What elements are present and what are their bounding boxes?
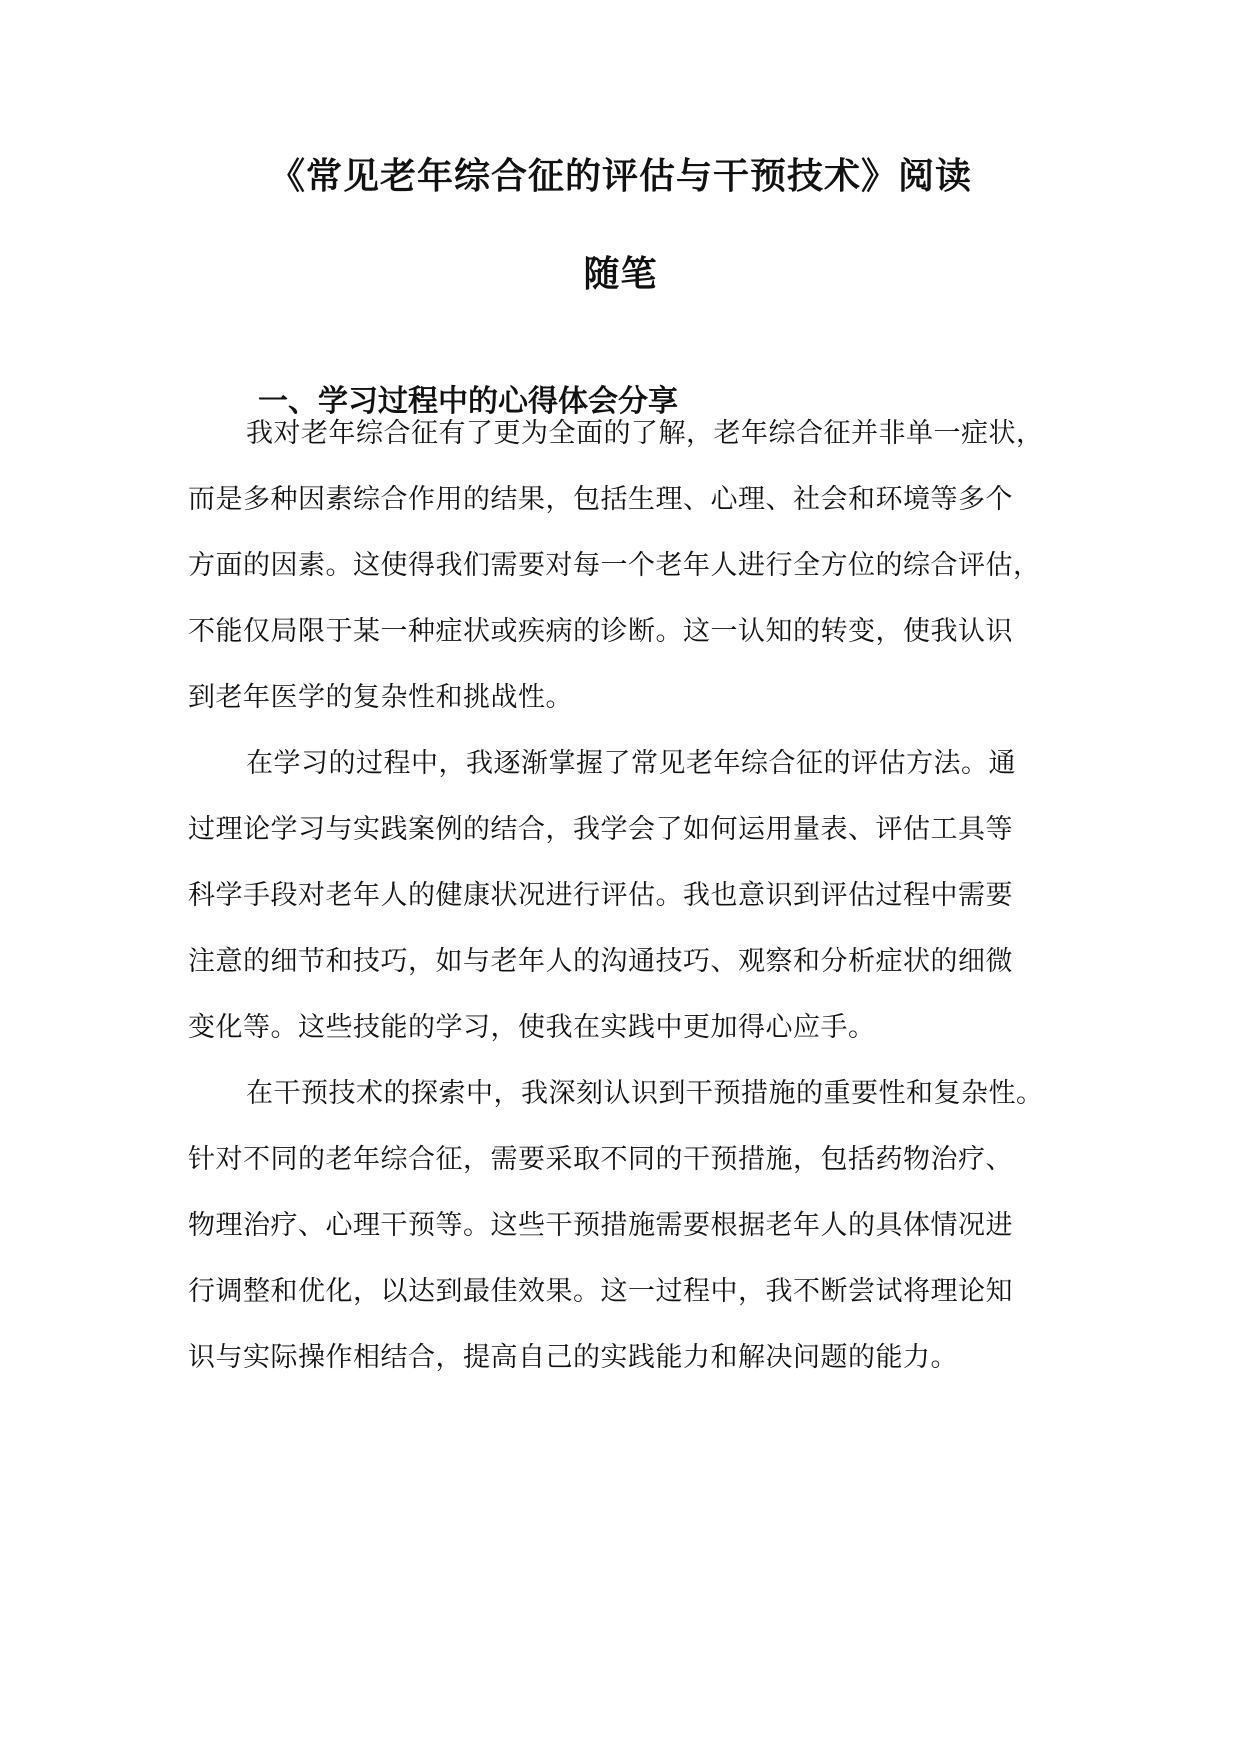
section-heading: 一、学习过程中的心得体会分享 <box>258 384 678 419</box>
paragraph-line: 方面的因素。这使得我们需要对每一个老年人进行全方位的综合评估， <box>188 550 1041 581</box>
paragraph-line: 我对老年综合征有了更为全面的了解，老年综合征并非单一症状， <box>246 418 1044 449</box>
paragraph-line: 变化等。这些技能的学习，使我在实践中更加得心应手。 <box>188 1012 876 1043</box>
paragraph-line: 过理论学习与实践案例的结合，我学会了如何运用量表、评估工具等 <box>188 814 1013 845</box>
paragraph-line: 物理治疗、心理干预等。这些干预措施需要根据老年人的具体情况进 <box>188 1210 1013 1241</box>
paragraph-line: 识与实际操作相结合，提高自己的实践能力和解决问题的能力。 <box>188 1342 958 1373</box>
paragraph-line: 注意的细节和技巧，如与老年人的沟通技巧、观察和分析症状的细微 <box>188 946 1013 977</box>
paragraph-line: 在干预技术的探索中，我深刻认识到干预措施的重要性和复杂性。 <box>246 1078 1044 1109</box>
document-title-line-2: 随笔 <box>583 253 658 295</box>
paragraph-line: 行调整和优化，以达到最佳效果。这一过程中，我不断尝试将理论知 <box>188 1276 1013 1307</box>
paragraph-line: 科学手段对老年人的健康状况进行评估。我也意识到评估过程中需要 <box>188 880 1013 911</box>
paragraph-line: 针对不同的老年综合征，需要采取不同的干预措施，包括药物治疗、 <box>188 1144 1013 1175</box>
paragraph-line: 不能仅局限于某一种症状或疾病的诊断。这一认知的转变，使我认识 <box>188 616 1013 647</box>
document-title-line-1: 《常见老年综合征的评估与干预技术》阅读 <box>268 155 972 197</box>
paragraph-line: 在学习的过程中，我逐渐掌握了常见老年综合征的评估方法。通 <box>246 748 1016 779</box>
paragraph-line: 而是多种因素综合作用的结果，包括生理、心理、社会和环境等多个 <box>188 484 1013 515</box>
paragraph-line: 到老年医学的复杂性和挑战性。 <box>188 682 573 713</box>
